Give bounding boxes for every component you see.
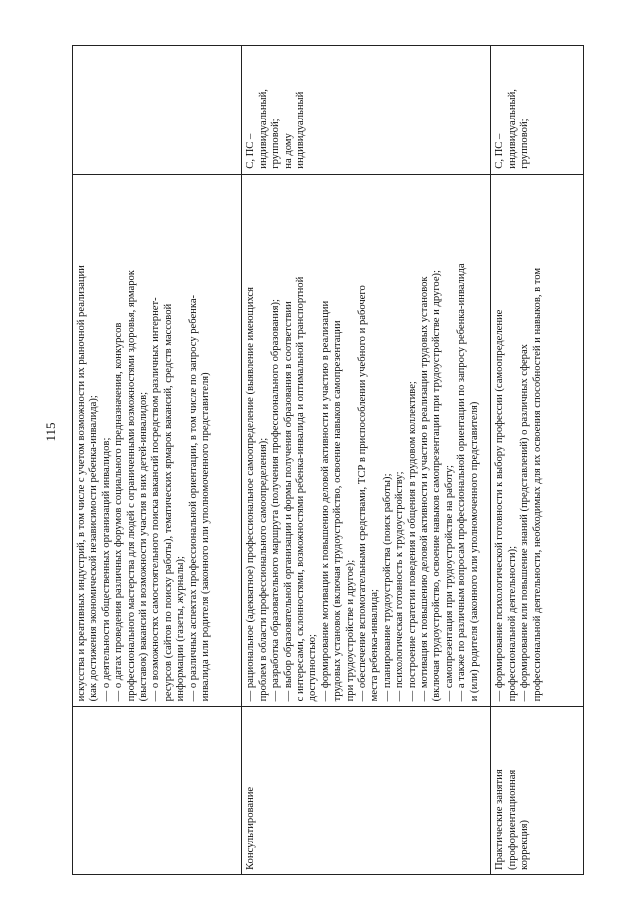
- content-cell: [73, 174, 241, 707]
- content-line: с интересами, склонностями, возможностями ребенка-инвалида и оптимальной транспортной: [294, 276, 306, 702]
- rotated-page-content: [72, 45, 584, 875]
- content-line: трудовых установок (включая трудоустройство, освоение навыков самопрезентации: [332, 320, 344, 702]
- content-line: информации (газеты, журналы);: [175, 556, 187, 702]
- content-line: — о деятельности общественных организаций инвалидов;: [100, 437, 112, 702]
- table-row: [73, 46, 242, 874]
- content-line: — о возможностях самостоятельного поиска вакансий посредством различных интернет-: [150, 297, 162, 702]
- form-line: групповой;: [519, 118, 531, 169]
- content-line: при трудоустройстве и другое);: [344, 559, 356, 702]
- activity-label: (профориентационная: [506, 769, 518, 870]
- form-cell: [73, 46, 241, 174]
- form-cell: [242, 46, 490, 174]
- content-cell: [491, 174, 583, 707]
- content-line: — мотивация к повышению деловой активности и участию в реализации трудовых установок: [419, 276, 431, 702]
- form-line: на дому: [282, 133, 294, 169]
- activity-cell: [491, 706, 583, 874]
- content-line: проблем в области профессионального самоопределения);: [257, 437, 269, 702]
- content-line: — планирование трудоустройства (поиск работы);: [381, 473, 393, 702]
- content-line: — построение стратегии поведения и общения в трудовом коллективе;: [406, 381, 418, 702]
- content-line: (как достижения экономической независимости ребенка-инвалида);: [88, 395, 100, 702]
- content-cell: [242, 174, 490, 707]
- content-line: профессионального мастерства для людей с ограниченными возможностями здоровья, ярмарок: [125, 270, 137, 702]
- form-line: индивидуальный,: [506, 89, 518, 169]
- page-number: 115: [43, 422, 58, 442]
- content-line: — рациональное (адекватное) профессиональное самоопределение (выявление имеющихся: [245, 287, 257, 702]
- content-line: — формирование мотивации к повышению деловой активности и участию в реализации: [319, 300, 331, 702]
- content-line: доступностью;: [307, 634, 319, 702]
- content-line: и (или) родителя (законного или уполномоченного представителя): [468, 401, 480, 702]
- table-row: [491, 46, 583, 874]
- activity-cell: [242, 706, 490, 874]
- content-line: — формирование или повышение знаний (представлений) о различных сферах: [519, 344, 531, 702]
- form-line: групповой;: [270, 118, 282, 169]
- content-line: ресурсов (сайтов по поиску работы), тематических ярмарок вакансий, средств массовой: [162, 303, 174, 702]
- content-line: места ребенка-инвалида;: [369, 589, 381, 702]
- activity-label: Консультирование: [245, 786, 257, 870]
- form-line: индивидуальный: [294, 91, 306, 169]
- content-line: инвалида или родителя (законного или уполномоченного представителя): [200, 372, 212, 702]
- activity-cell: [73, 706, 241, 874]
- activity-label: коррекция): [519, 819, 531, 870]
- content-line: (включая трудоустройство, освоение навыков самопрезентации при трудоустройстве и другое);: [431, 270, 443, 702]
- content-line: — обеспечение вспомогательными средствами, ТСР в приспособлении учебного и рабочего: [357, 285, 368, 702]
- content-line: искусства и креативных индустрий, в том числе с учетом возможности их рыночной реализации: [76, 265, 87, 702]
- form-line: С, ПС –: [245, 133, 257, 169]
- form-line: С, ПС –: [494, 133, 506, 169]
- content-line: — о различных аспектах профессиональной ориентации, в том числе по запросу ребенка-: [187, 294, 199, 702]
- content-line: профессиональной деятельности, необходимых для их освоения способностей и навыков, в том: [531, 267, 543, 702]
- content-line: — о датах проведения различных форумов социального предназначения, конкурсов: [113, 322, 125, 702]
- content-line: профессиональной деятельности);: [506, 545, 518, 702]
- rehabilitation-table: [72, 45, 584, 875]
- table-row: [242, 46, 491, 874]
- content-line: — самопрезентация при трудоустройстве на работу;: [443, 465, 455, 702]
- form-line: индивидуальный,: [257, 89, 269, 169]
- activity-label: Практические занятия: [494, 769, 506, 870]
- content-line: — формирование психологической готовности к выбору профессии (самоопределение: [494, 309, 506, 702]
- content-line: — а также по различным вопросам профессиональной ориентации по запросу ребенка-инвалида: [456, 263, 468, 702]
- content-line: (выставок) вакансий и возможности участия в них детей-инвалидов;: [138, 391, 150, 702]
- content-line: — разработка образовательного маршрута (получения профессионального образования);: [270, 299, 282, 702]
- content-line: — психологическая готовность к трудоустройству;: [394, 471, 406, 702]
- content-line: — выбор образовательной организации и формы получения образования в соответствии: [282, 301, 294, 702]
- form-cell: [491, 46, 583, 174]
